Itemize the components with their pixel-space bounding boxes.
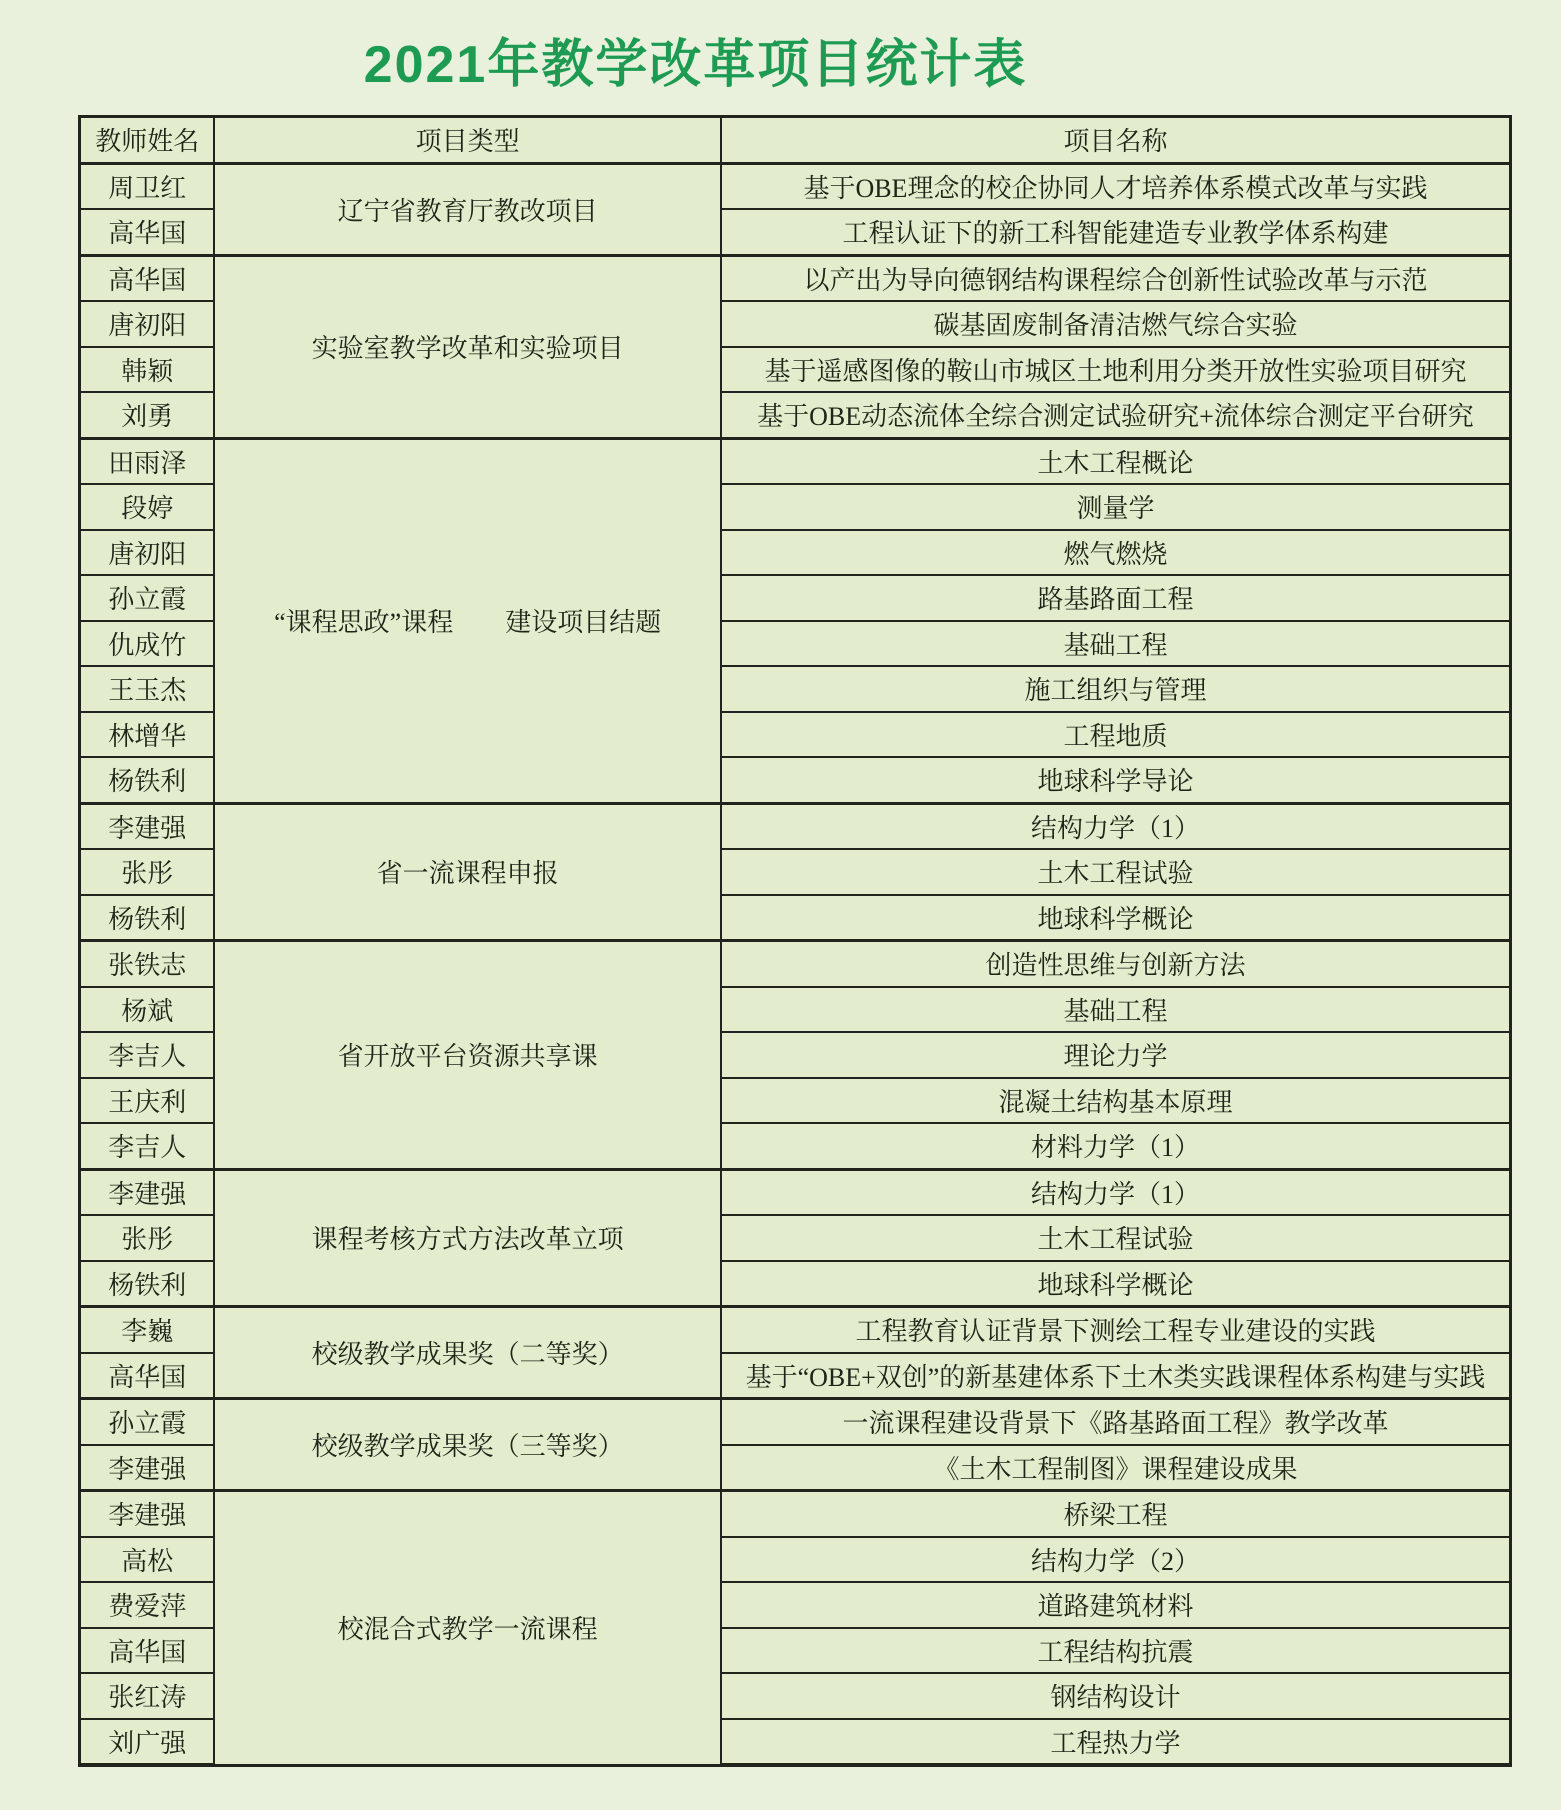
- teacher-name-cell: 唐初阳: [80, 530, 215, 576]
- project-type-cell: 校级教学成果奖（三等奖）: [214, 1399, 720, 1491]
- project-name-cell: 地球科学导论: [721, 757, 1511, 803]
- project-name-cell: 结构力学（1）: [721, 803, 1511, 849]
- teacher-name-cell: 李巍: [80, 1307, 215, 1353]
- project-name-cell: 工程教育认证背景下测绘工程专业建设的实践: [721, 1307, 1511, 1353]
- teacher-name-cell: 仇成竹: [80, 621, 215, 667]
- teacher-name-cell: 杨铁利: [80, 1261, 215, 1307]
- project-name-cell: 施工组织与管理: [721, 666, 1511, 712]
- project-name-cell: 以产出为导向德钢结构课程综合创新性试验改革与示范: [721, 255, 1511, 301]
- project-type-cell: “课程思政”课程 建设项目结题: [214, 438, 720, 803]
- teacher-name-cell: 李建强: [80, 803, 215, 849]
- project-name-cell: 材料力学（1）: [721, 1123, 1511, 1169]
- project-type-cell: 校混合式教学一流课程: [214, 1491, 720, 1766]
- teacher-name-cell: 李建强: [80, 1491, 215, 1537]
- header-row: [80, 117, 1511, 164]
- page-title: 2021年教学改革项目统计表: [363, 36, 1028, 94]
- project-name-cell: 基于OBE理念的校企协同人才培养体系模式改革与实践: [721, 163, 1511, 209]
- project-type-cell: 省开放平台资源共享课: [214, 941, 720, 1170]
- teacher-name-cell: 王玉杰: [80, 666, 215, 712]
- teacher-name-cell: 段婷: [80, 484, 215, 530]
- project-name-cell: 基于遥感图像的鞍山市城区土地利用分类开放性实验项目研究: [721, 347, 1511, 393]
- project-name-cell: 地球科学概论: [721, 1261, 1511, 1307]
- teacher-name-cell: 李吉人: [80, 1123, 215, 1169]
- project-name-cell: 一流课程建设背景下《路基路面工程》教学改革: [721, 1399, 1511, 1445]
- project-type-cell: 辽宁省教育厅教改项目: [214, 163, 720, 255]
- project-name-cell: 土木工程试验: [721, 849, 1511, 895]
- project-name-cell: 工程认证下的新工科智能建造专业教学体系构建: [721, 209, 1511, 255]
- project-name-cell: 基于“OBE+双创”的新基建体系下土木类实践课程体系构建与实践: [721, 1353, 1511, 1399]
- teacher-name-cell: 张红涛: [80, 1673, 215, 1719]
- project-type-cell: 省一流课程申报: [214, 803, 720, 941]
- table-row: [80, 1491, 1511, 1537]
- project-name-cell: 基础工程: [721, 621, 1511, 667]
- teacher-name-cell: 孙立霞: [80, 575, 215, 621]
- project-name-cell: 钢结构设计: [721, 1673, 1511, 1719]
- project-type-cell: 校级教学成果奖（二等奖）: [214, 1307, 720, 1399]
- teacher-name-cell: 高松: [80, 1537, 215, 1583]
- project-name-cell: 工程结构抗震: [721, 1628, 1511, 1674]
- projects-table: [78, 115, 1512, 1767]
- teacher-name-cell: 费爱萍: [80, 1582, 215, 1628]
- project-type-cell: 课程考核方式方法改革立项: [214, 1169, 720, 1307]
- project-name-cell: 结构力学（1）: [721, 1169, 1511, 1215]
- teacher-name-cell: 刘勇: [80, 392, 215, 438]
- teacher-name-cell: 张彤: [80, 1215, 215, 1261]
- teacher-name-cell: 唐初阳: [80, 301, 215, 347]
- column-header-project: 项目名称: [721, 117, 1511, 164]
- project-name-cell: 碳基固废制备清洁燃气综合实验: [721, 301, 1511, 347]
- table-row: [80, 941, 1511, 987]
- column-header-teacher: 教师姓名: [80, 117, 215, 164]
- teacher-name-cell: 李吉人: [80, 1032, 215, 1078]
- project-name-cell: 土木工程概论: [721, 438, 1511, 484]
- teacher-name-cell: 田雨泽: [80, 438, 215, 484]
- table-row: [80, 1307, 1511, 1353]
- teacher-name-cell: 杨铁利: [80, 757, 215, 803]
- teacher-name-cell: 高华国: [80, 209, 215, 255]
- teacher-name-cell: 高华国: [80, 1353, 215, 1399]
- project-name-cell: 结构力学（2）: [721, 1537, 1511, 1583]
- project-type-cell: 实验室教学改革和实验项目: [214, 255, 720, 438]
- teacher-name-cell: 王庆利: [80, 1078, 215, 1124]
- teacher-name-cell: 杨斌: [80, 987, 215, 1033]
- table-row: [80, 438, 1511, 484]
- project-name-cell: 工程地质: [721, 712, 1511, 758]
- project-name-cell: 基础工程: [721, 987, 1511, 1033]
- project-name-cell: 测量学: [721, 484, 1511, 530]
- teacher-name-cell: 杨铁利: [80, 895, 215, 941]
- teacher-name-cell: 周卫红: [80, 163, 215, 209]
- project-name-cell: 基于OBE动态流体全综合测定试验研究+流体综合测定平台研究: [721, 392, 1511, 438]
- teacher-name-cell: 韩颖: [80, 347, 215, 393]
- project-name-cell: 混凝土结构基本原理: [721, 1078, 1511, 1124]
- project-name-cell: 创造性思维与创新方法: [721, 941, 1511, 987]
- teacher-name-cell: 高华国: [80, 255, 215, 301]
- table-row: [80, 1399, 1511, 1445]
- teacher-name-cell: 李建强: [80, 1169, 215, 1215]
- teacher-name-cell: 张彤: [80, 849, 215, 895]
- teacher-name-cell: 张铁志: [80, 941, 215, 987]
- project-name-cell: 工程热力学: [721, 1719, 1511, 1766]
- table-row: [80, 803, 1511, 849]
- project-name-cell: 理论力学: [721, 1032, 1511, 1078]
- table-row: [80, 163, 1511, 209]
- teacher-name-cell: 高华国: [80, 1628, 215, 1674]
- teacher-name-cell: 林增华: [80, 712, 215, 758]
- teacher-name-cell: 李建强: [80, 1445, 215, 1491]
- column-header-type: 项目类型: [214, 117, 720, 164]
- teacher-name-cell: 刘广强: [80, 1719, 215, 1766]
- project-name-cell: 路基路面工程: [721, 575, 1511, 621]
- project-name-cell: 燃气燃烧: [721, 530, 1511, 576]
- project-name-cell: 桥梁工程: [721, 1491, 1511, 1537]
- project-name-cell: 道路建筑材料: [721, 1582, 1511, 1628]
- project-name-cell: 地球科学概论: [721, 895, 1511, 941]
- project-name-cell: 土木工程试验: [721, 1215, 1511, 1261]
- teacher-name-cell: 孙立霞: [80, 1399, 215, 1445]
- table-row: [80, 255, 1511, 301]
- project-name-cell: 《土木工程制图》课程建设成果: [721, 1445, 1511, 1491]
- table-row: [80, 1169, 1511, 1215]
